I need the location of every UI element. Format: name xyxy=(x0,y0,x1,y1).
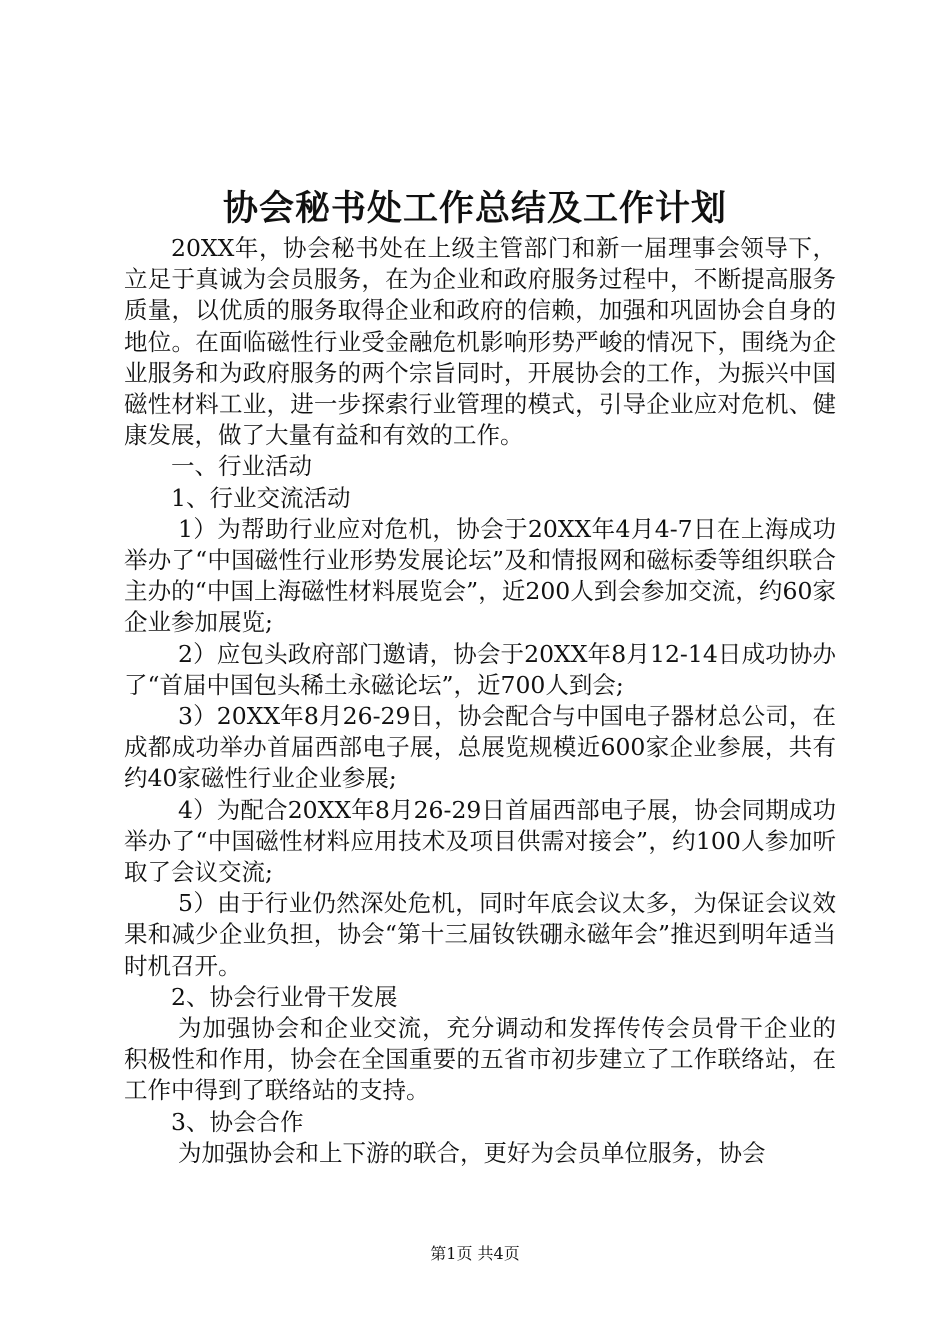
list-item-3: 3）20XX年8月26-29日，协会配合与中国电子器材总公司，在成都成功举办首届西部电子展，总展览规模近600家企业参展，共有约40家磁性行业企业参展; xyxy=(124,702,836,793)
subsection-heading-backbone-development: 2、协会行业骨干发展 xyxy=(171,982,398,1011)
list-item-4: 4）为配合20XX年8月26-29日首届西部电子展，协会同期成功举办了“中国磁性材料应用技术及项目供需对接会”，约100人参加听取了会议交流; xyxy=(124,795,836,887)
subsection-heading-cooperation: 3、协会合作 xyxy=(171,1107,304,1136)
paragraph-backbone: 为加强协会和企业交流，充分调动和发挥传传会员骨干企业的积极性和作用，协会在全国重要的五省市初步建立了工作联络站，在工作中得到了联络站的支持。 xyxy=(124,1014,836,1105)
document-title: 协会秘书处工作总结及工作计划 xyxy=(222,188,727,229)
subsection-heading-exchange-activities: 1、行业交流活动 xyxy=(171,483,351,512)
list-item-5: 5）由于行业仍然深处危机，同时年底会议太多，为保证会议效果和减少企业负担，协会“第十三届钕铁硼永磁年会”推迟到明年适当时机召开。 xyxy=(124,889,836,980)
paragraph-intro: 20XX年，协会秘书处在上级主管部门和新一届理事会领导下，立足于真诚为会员服务，在为企业和政府服务过程中，不断提高服务质量，以优质的服务取得企业和政府的信赖，加强和巩固协会自身的地位。在面临磁性行业受金融危机影响形势严峻的情况下，围绕为企业服务和为政府服务的两个宗旨同时，开展协会的工作，为振兴中国磁性材料工业，进一步探索行业管理的模式，引导企业应对危机、健康发展，做了大量有益和有效的工作。 xyxy=(124,234,836,450)
page-footer: 第1页 共4页 xyxy=(430,1244,520,1263)
section-heading-industry-activities: 一、行业活动 xyxy=(171,452,312,481)
document-body xyxy=(124,233,836,1169)
list-item-1: 1）为帮助行业应对危机，协会于20XX年4月4-7日在上海成功举办了“中国磁性行业形势发展论坛”及和情报网和磁标委等组织联合主办的“中国上海磁性材料展览会”，近200人到会参加交流，约60家企业参加展览; xyxy=(124,514,836,637)
list-item-2: 2）应包头政府部门邀请，协会于20XX年8月12-14日成功协办了“首届中国包头稀土永磁论坛”，近700人到会; xyxy=(124,639,836,699)
paragraph-cooperation: 为加强协会和上下游的联合，更好为会员单位服务，协会 xyxy=(178,1138,766,1167)
